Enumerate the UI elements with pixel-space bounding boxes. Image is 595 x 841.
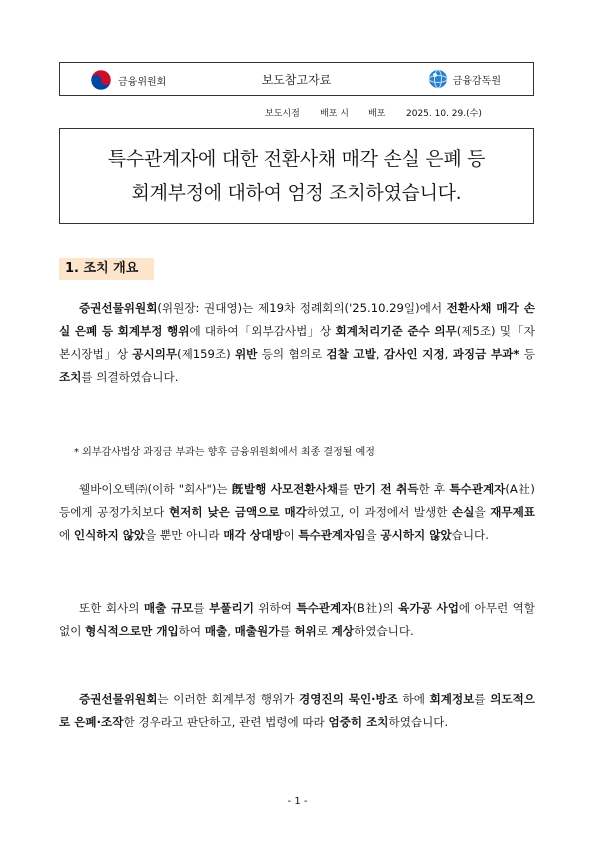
text-run: (A社) 등에게 공정가치보다: [59, 482, 535, 519]
bold-text: 특수관계자: [296, 601, 353, 615]
bold-text: 회계정보: [429, 692, 475, 706]
text-run: 한 후: [418, 482, 450, 496]
footnote: * 외부감사법상 과징금 부과는 향후 금융위원회에서 최종 결정될 예정: [74, 447, 375, 458]
text-run: 등의 혐의로: [257, 347, 327, 361]
page-number: - 1 -: [287, 796, 308, 807]
bold-text: 엄중히 조치: [328, 715, 389, 729]
text-run: 를: [474, 692, 491, 706]
text-run: 하였고, 이 과정에서 발생한: [306, 505, 453, 519]
text-run: 를: [193, 601, 210, 615]
text-run: 하여: [178, 624, 205, 638]
text-run: 에 대하여「외부감사법」상: [189, 324, 336, 338]
text-run: 는 이러한 회계부정 행위가: [157, 692, 299, 706]
bold-text: 손실: [452, 505, 475, 519]
bold-text: 특수관계자: [449, 482, 506, 496]
text-run: (제159조): [177, 347, 235, 361]
fss-name: 금융감독원: [452, 75, 501, 87]
text-run: ,: [444, 347, 453, 361]
bold-text: 공시의무: [132, 347, 178, 361]
bold-text: 매각 상대방: [223, 528, 284, 542]
bold-text: 증권선물위원회: [79, 692, 158, 706]
text-run: 위하여: [253, 601, 297, 615]
bold-text: 매출 규모: [143, 601, 194, 615]
globe-icon: [428, 69, 448, 89]
bold-text: 육가공 사업: [398, 601, 459, 615]
release-label-distribute: 배포: [368, 109, 386, 119]
text-run: 을 뿐만 아니라: [145, 528, 224, 542]
text-run: 를 의결하였습니다.: [81, 370, 179, 384]
text-run: 또한 회사의: [79, 601, 144, 615]
paragraph-4: [59, 688, 535, 734]
doc-type-title: 보도참고자료: [261, 73, 332, 87]
bold-text: 검찰 고발: [326, 347, 376, 361]
bold-text: 증권선물위원회: [79, 301, 158, 315]
text-run: 하였습니다.: [388, 715, 449, 729]
bold-text: 조치: [59, 370, 82, 384]
text-run: 에 아무런 역할 없이: [59, 601, 535, 638]
header-box: [59, 62, 534, 96]
text-run: 이: [283, 528, 299, 542]
paragraph-2: [59, 478, 535, 547]
text-run: 하였습니다.: [354, 624, 414, 638]
text-run: (제5조) 및「자본시장법」상: [59, 324, 535, 361]
text-run: (B社)의: [352, 601, 399, 615]
bold-text: 계상: [331, 624, 355, 638]
section-heading: 1. 조치 개요: [59, 258, 154, 280]
release-info: [265, 106, 482, 119]
text-run: 을: [474, 505, 491, 519]
paragraph-1: [59, 297, 535, 389]
bold-text: 재무제표: [490, 505, 536, 519]
bold-text: 旣발행 사모전환사채: [231, 482, 339, 496]
text-run: ,: [375, 347, 384, 361]
text-run: 한 경우라고 판단하고, 관련 법령에 따라: [123, 715, 329, 729]
text-run: (위원장: 권대영)는 제19차 정례회의('25.10.29일)에서: [157, 301, 447, 315]
bold-text: 인식하지 않았: [73, 528, 146, 542]
release-label-time: 보도시점: [265, 109, 300, 119]
bold-text: 만기 전 취득: [353, 482, 419, 496]
bold-text: 형식적으로만 개입: [85, 624, 179, 638]
text-run: 을: [365, 528, 381, 542]
bold-text: 현저히 낮은 금액으로 매각: [168, 505, 307, 519]
bold-text: 허위: [294, 624, 317, 638]
text-run: 하에: [397, 692, 430, 706]
bold-text: 공시하지 않았: [380, 528, 452, 542]
bold-text: 경영진의 묵인·방조: [299, 692, 398, 706]
fsc-name: 금융위원회: [118, 76, 167, 88]
bold-text: 회계처리기준 준수 의무: [335, 324, 457, 338]
bold-text: 과징금 부과*: [452, 347, 520, 361]
bold-text: 매출: [204, 624, 228, 638]
text-run: 웰바이오텍㈜(이하 "회사")는: [79, 482, 232, 496]
headline-line-1: 특수관계자에 대한 전환사채 매각 손실 은폐 등: [107, 148, 486, 170]
bold-text: 부풀리기: [209, 601, 254, 615]
bold-text: 전환사채 매각 손실 은폐 등 회계부정 행위: [59, 301, 535, 338]
bold-text: 의도적으로 은폐·조작: [59, 692, 535, 729]
bold-text: 위반: [234, 347, 258, 361]
fss-logo: [428, 69, 501, 89]
text-run: 로: [316, 624, 332, 638]
release-label-distribution: 배포 시: [320, 109, 349, 119]
headline-line-2: 회계부정에 대하여 엄정 조치하였습니다.: [131, 182, 462, 204]
text-run: 등: [519, 347, 535, 361]
text-run: 를: [279, 624, 295, 638]
bold-text: 감사인 지정: [383, 347, 445, 361]
text-run: 를: [338, 482, 354, 496]
text-run: 에: [59, 528, 74, 542]
bold-text: 특수관계자임: [298, 528, 366, 542]
headline-box: [59, 128, 534, 224]
text-run: 습니다.: [451, 528, 489, 542]
paragraph-3: [59, 597, 535, 643]
bold-text: 매출원가: [234, 624, 280, 638]
text-run: ,: [227, 624, 235, 638]
release-date: 2025. 10. 29.(수): [406, 109, 482, 119]
